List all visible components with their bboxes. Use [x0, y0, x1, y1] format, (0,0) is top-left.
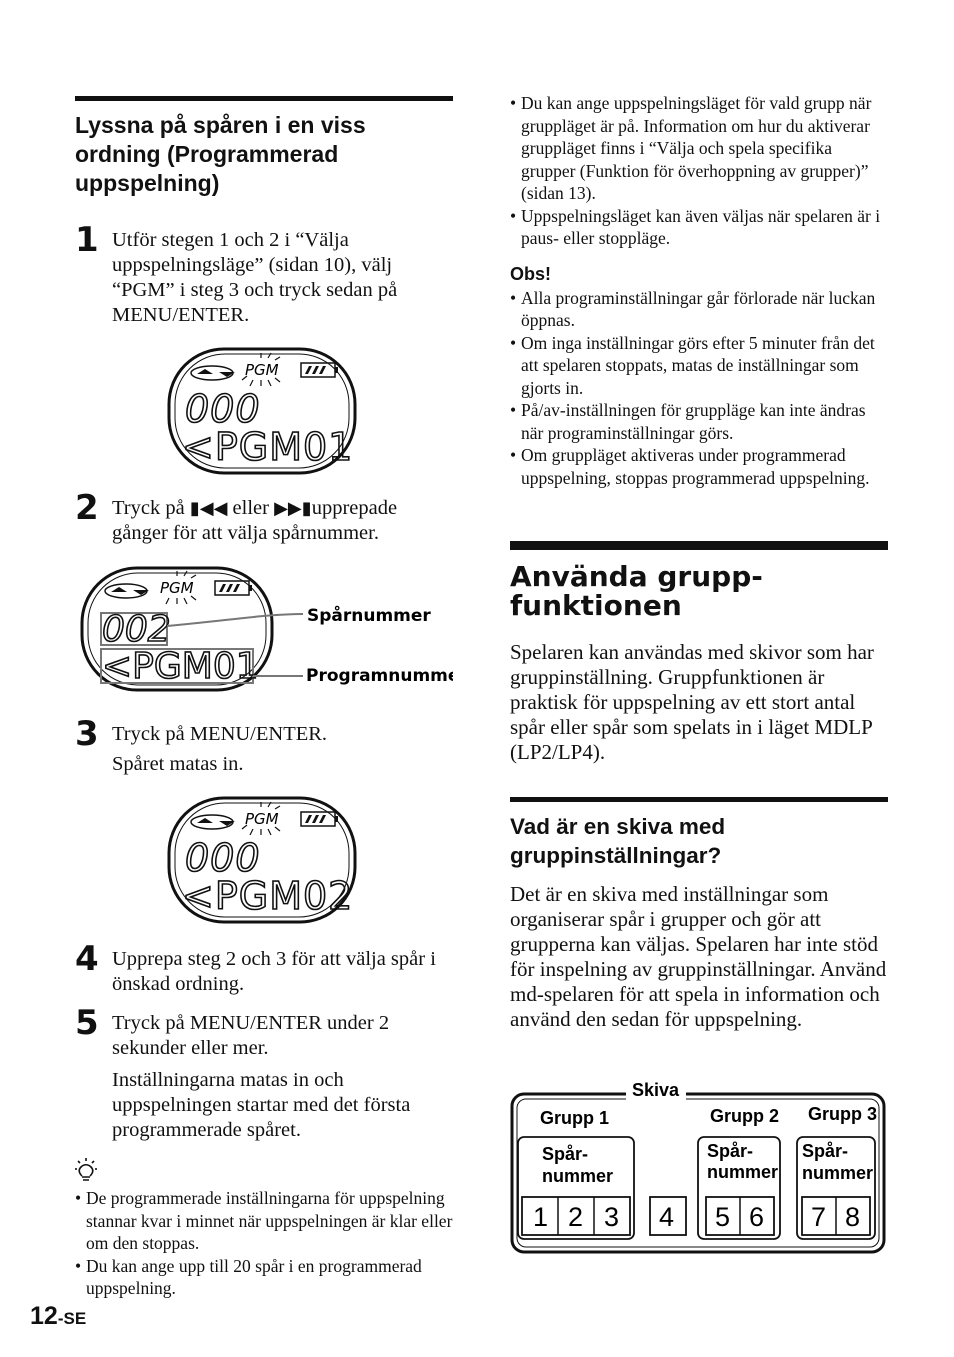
- program-readout: <PGM01: [102, 646, 259, 687]
- lcd-illustration: [167, 795, 367, 927]
- pgm-indicator: PGM: [245, 361, 279, 379]
- step-number: 2: [75, 488, 99, 528]
- step-text-result: Spåret matas in.: [112, 753, 244, 775]
- step-number: 5: [75, 1003, 99, 1043]
- step-number: 3: [75, 714, 99, 754]
- previous-track-icon: ▮◀◀: [189, 498, 228, 519]
- group-diagram-illustration: [510, 1076, 888, 1256]
- track-number: 2: [568, 1202, 584, 1232]
- track-label-line-1: Spår-: [707, 1141, 754, 1161]
- step-text: Tryck på MENU/ENTER.: [112, 723, 328, 745]
- track-readout: 000: [185, 836, 261, 880]
- pgm-indicator: PGM: [245, 810, 279, 828]
- obs-item: • Om gruppläget aktiveras under programmerad uppspelning, stoppas programmerad uppspelning.: [510, 444, 888, 489]
- step-text: Upprepa steg 2 och 3 för att välja spår i önskad ordning.: [112, 948, 436, 995]
- subsection-rule: [510, 797, 888, 802]
- section-title-line-2: funktionen: [510, 589, 682, 622]
- step-2: [75, 488, 453, 546]
- lcd-display-1: [167, 346, 453, 486]
- program-readout: <PGM02: [182, 874, 354, 918]
- step-5: [75, 1003, 453, 1143]
- obs-item: • Alla programinställningar går förlorade när luckan öppnas.: [510, 287, 888, 332]
- tip-item: • Du kan ange upp till 20 spår i en programmerad uppspelning.: [75, 1255, 453, 1300]
- step-text-a: Tryck på: [112, 497, 185, 519]
- lightbulb-icon: [75, 1157, 453, 1189]
- step-3: [75, 714, 453, 777]
- step-text-b: eller: [232, 497, 269, 519]
- left-column: [75, 96, 453, 1300]
- section-text: Spelaren kan användas med skivor som har gruppinställning. Gruppfunktionen är praktisk för uppspelning av ett stort antal spår eller spår som spelats in i läget MDLP (LP2/LP4).: [510, 640, 874, 764]
- battery-icon: [301, 812, 338, 826]
- track-readout: 000: [185, 387, 261, 431]
- lcd-illustration: [167, 346, 367, 478]
- step-text-c: upprepade gånger för att välja spårnummer.: [112, 497, 398, 544]
- lcd-display-3: [167, 795, 453, 935]
- group-label: Grupp 3: [808, 1104, 878, 1124]
- right-column: [510, 92, 888, 1032]
- note-item: • Uppspelningsläget kan även väljas när spelaren är i paus- eller stoppläge.: [510, 205, 888, 250]
- obs-item: • På/av-inställningen för gruppläge kan inte ändras när programinställningar görs.: [510, 399, 888, 444]
- obs-list: [510, 287, 888, 490]
- section-title: [510, 562, 888, 620]
- step-number: 4: [75, 939, 99, 979]
- track-label-line-2: nummer: [707, 1162, 779, 1182]
- step-text: Utför stegen 1 och 2 i “Välja uppspelningsläge” (sidan 10), välj “PGM” i steg 3 och tryck sedan på MENU/ENTER.: [112, 229, 398, 326]
- lcd-display-2: [75, 566, 453, 698]
- track-readout: 002: [102, 609, 171, 650]
- next-track-icon: ▶▶▮: [274, 498, 312, 519]
- pgm-indicator: PGM: [160, 579, 194, 597]
- step-text: [112, 496, 453, 546]
- group-label: Grupp 1: [540, 1108, 610, 1128]
- subsection-text: Det är en skiva med inställningar som organiserar spår i grupper och gör att grupperna kan väljas. Spelaren har inte stöd för inspelning av gruppinställningar. Använd md-spelaren för att spela in information och använd den sedan för uppspelning.: [510, 882, 887, 1031]
- step-4: [75, 939, 453, 997]
- track-number: 8: [845, 1202, 861, 1232]
- section-rule: [75, 96, 453, 101]
- section-rule: [510, 541, 888, 550]
- program-number-label: Programnummer: [306, 666, 453, 686]
- lcd-illustration-annotated: [75, 566, 453, 696]
- track-number: 4: [659, 1202, 675, 1232]
- group-label: Grupp 2: [710, 1106, 780, 1126]
- page-number: [30, 1302, 86, 1331]
- track-number-label: Spårnummer: [307, 606, 431, 626]
- track-number: 5: [715, 1202, 731, 1232]
- step-text: Tryck på MENU/ENTER under 2 sekunder eller mer.: [112, 1012, 390, 1059]
- disc-label: Skiva: [632, 1080, 680, 1100]
- step-1: [75, 220, 453, 328]
- program-readout: <PGM01: [182, 425, 354, 469]
- subsection-title: Vad är en skiva med gruppinställningar?: [510, 814, 726, 868]
- obs-heading: Obs!: [510, 263, 552, 284]
- track-label-line-2: nummer: [542, 1166, 614, 1186]
- track-label-line-1: Spår-: [802, 1141, 849, 1161]
- note-list: [510, 92, 888, 250]
- tip-list: [75, 1187, 453, 1300]
- track-label-line-1: Spår-: [542, 1144, 589, 1164]
- tip-item: • De programmerade inställningarna för uppspelning stannar kvar i minnet när uppspelningen är klar eller om den stoppas.: [75, 1187, 453, 1255]
- section-title-line-1: Använda grupp-: [510, 560, 763, 593]
- section-title: Lyssna på spåren i en viss ordning (Programmerad uppspelning): [75, 112, 366, 196]
- battery-icon: [301, 363, 338, 377]
- group-diagram: [510, 1076, 888, 1256]
- page-number-value: 12: [30, 1302, 58, 1330]
- track-number: 7: [811, 1202, 827, 1232]
- step-text-result: Inställningarna matas in och uppspelningen startar med det första programmerade spåret.: [112, 1069, 411, 1141]
- note-item: • Du kan ange uppspelningsläget för vald grupp när gruppläget är på. Information om hur du aktiverar gruppläget finns i “Välja och spela specifika grupper (Funktion för överhoppning av grupper)” (sidan 13).: [510, 92, 888, 205]
- track-number: 1: [533, 1202, 549, 1232]
- track-number: 3: [604, 1202, 620, 1232]
- obs-item: • Om inga inställningar görs efter 5 minuter från det att spelaren stoppats, matas de inställningar som gjorts in.: [510, 332, 888, 400]
- track-number: 6: [749, 1202, 765, 1232]
- step-number: 1: [75, 220, 99, 260]
- track-label-line-2: nummer: [802, 1163, 874, 1183]
- page-suffix: -SE: [57, 1309, 87, 1328]
